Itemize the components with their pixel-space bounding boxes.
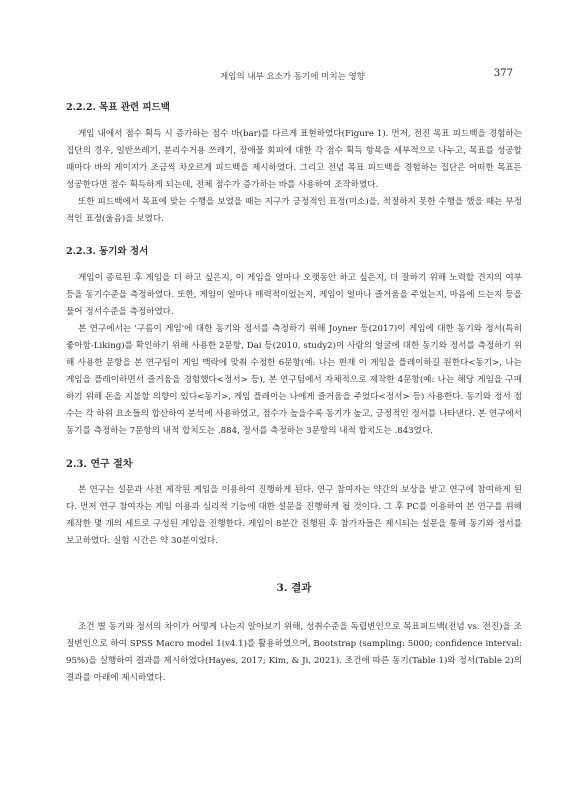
paragraph: 또한 피드백에서 목표에 맞는 수행을 보였을 때는 지구가 긍정적인 표정(미소)을, 적절하지 못한 수행을 했을 때는 부정적인 표정(울음)을 보였다. bbox=[66, 197, 522, 224]
section-heading-goal-feedback: 2.2.2. 목표 관련 피드백 bbox=[66, 102, 170, 113]
paragraph: 조건 별 동기와 정서의 차이가 어떻게 나는지 알아보기 위해, 성취수준을 독립변인으로 목표피드백(전념 vs. 전진)을 조절변인으로 하여 SPSS Macro model 1(v4.1)를 활용하였으며, Bootstrap (sampling: 5000; confidence interval: 95%)을 실행하여 결과를 제시하였다(Hayes, 2017; Kim, & Ji, 2021). 조건에 따른 동기(Table 1)와 정서(Table 2)의 결과를 아래에 제시하였다. bbox=[66, 622, 522, 683]
section-heading-results: 3. 결과 bbox=[276, 582, 312, 594]
page-number: 377 bbox=[493, 68, 513, 79]
paragraph: 게임이 종료된 후 게임을 더 하고 싶은지, 이 게임을 얼마나 오랫동안 하고 싶은지, 더 잘하기 위해 노력할 견지의 여부 등을 동기수준을 측정하였다. 또한, 게임이 얼마나 매력적이었는지, 게임이 얼마나 즐거움을 주었는지, 마음에 드는지 등을 물어 정서수준을 측정하였다. bbox=[66, 273, 522, 317]
section-heading-motivation-emotion: 2.2.3. 동기와 정서 bbox=[66, 246, 149, 257]
page-body bbox=[66, 99, 522, 687]
section-heading-procedure: 2.3. 연구 절차 bbox=[66, 459, 133, 470]
paragraph: 본 연구에서는 '구름이 게임'에 대한 동기와 정서를 측정하기 위해 Joyner 등(2017)이 게임에 대한 동기와 정서(특히 좋아함-Liking)를 확인하기 위해 사용한 2문항, Dai 등(2010, study2)이 사람의 얼굴에 대한 동기와 정서를 측정하기 위해 사용한 문항을 본 연구팀이 게임 맥락에 맞춰 수정한 6문항(예: 나는 현재 이 게임을 플레이하길 원한다<동기>, 나는 게임을 플레이하면서 즐거움을 경험했다<정서> 등), 본 연구팀에서 자체적으로 제작한 4문항(예: 나는 해당 게임을 구매하기 위해 돈을 지불할 의향이 있다<동기>, 게임 플레이는 나에게 즐거움을 주었다<정서> 등) 사용한다. 동기와 정서 점수는 각 하위 요소들의 합산하여 분석에 사용하였고, 점수가 높을수록 동기가 높고, 긍정적인 정서를 나타낸다. 본 연구에서 동기를 측정하는 7문항의 내적 합치도는 .884, 정서를 측정하는 3문항의 내적 합치도는 .843였다. bbox=[66, 324, 522, 436]
paragraph: 본 연구는 설문과 사전 제작된 게임을 이용하여 진행하게 된다. 연구 참여자는 약간의 보상을 받고 연구에 참여하게 된다. 먼저 연구 참여자는 게임 이용과 심리적 기능에 대한 설문을 진행하게 될 것이다. 그 후 PC를 이용하여 본 연구를 위해 제작한 몇 개의 세트로 구성된 게임을 진행한다. 게임이 8분간 진행된 후 참가자들은 제시되는 설문을 통해 동기와 정서를 보고하였다. 실험 시간은 약 30분이었다. bbox=[66, 485, 522, 546]
paragraph: 게임 내에서 점수 획득 시 증가하는 점수 바(bar)를 다르게 표현하였다(Figure 1). 먼저, 전진 목표 피드백을 경험하는 집단의 경우, 일반쓰레기, 분리수거용 쓰레기, 장애물 회피에 대한 각 점수 획득 항목을 세부적으로 나누고, 목표를 성공할 때마다 바의 게이지가 조금씩 차오르게 피드백을 제시하였다. 그리고 전념 목표 피드백을 경험하는 집단은 어떠한 목표든 성공한다면 점수 획득하게 되는데, 전체 점수가 증가하는 바를 사용하여 조작하였다. bbox=[66, 129, 522, 190]
running-title: 게임의 내부 요소가 동기에 미치는 영향 bbox=[220, 72, 365, 82]
